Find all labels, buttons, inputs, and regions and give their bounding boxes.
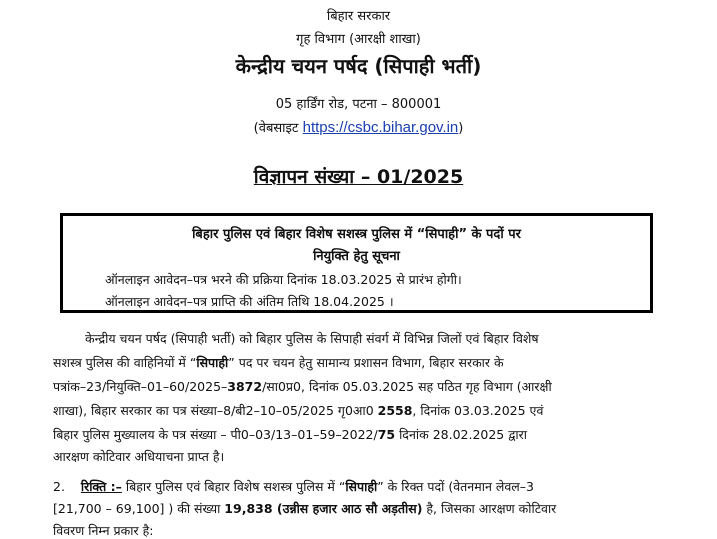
application-start-date: ऑनलाइन आवेदन–पत्र भरने की प्रक्रिया दिनांक 18.03.2025 से प्रारंभ होगी। bbox=[105, 272, 462, 287]
intro-line-5: बिहार पुलिस मुख्यालय के पत्र संख्या – पी0–03/13–01–59–2022/75 दिनांक 28.02.2025 द्वारा bbox=[53, 427, 528, 442]
website-prefix: (वेबसाइट bbox=[253, 121, 299, 136]
website-suffix: ) bbox=[458, 121, 464, 136]
advertisement-number: विज्ञापन संख्या – 01/2025 bbox=[253, 166, 464, 188]
intro-line-1: केन्द्रीय चयन पर्षद (सिपाही भर्ती) को बिहार पुलिस के सिपाही संवर्ग में विभिन्न जिलों एवं बिहार विशेष bbox=[85, 331, 539, 346]
section2-line-3: विवरण निम्न प्रकार है: bbox=[53, 523, 154, 538]
intro-line-3: पत्रांक–23/नियुक्ति–01–60/2025–3872/सा0प्र0, दिनांक 05.03.2025 सह पठित गृह विभाग (आरक्षी bbox=[53, 379, 552, 394]
section2-line-2: [21,700 – 69,100] ) की संख्या 19,838 (उन्नीस हजार आठ सौ अड़तीस) है, जिसका आरक्षण कोटिवार bbox=[53, 501, 557, 516]
notice-title-line2: नियुक्ति हेतु सूचना bbox=[313, 249, 400, 264]
section2-number: 2. bbox=[53, 479, 65, 494]
department-label: गृह विभाग (आरक्षी शाखा) bbox=[296, 32, 421, 47]
address: 05 हार्डिंग रोड, पटना – 800001 bbox=[275, 97, 442, 112]
intro-line-6: आरक्षण कोटिवार अधियाचना प्राप्त है। bbox=[53, 449, 225, 464]
board-title: केन्द्रीय चयन पर्षद (सिपाही भर्ती) bbox=[235, 54, 482, 78]
intro-line-4: शाखा), बिहार सरकार का पत्र संख्या–8/बी2–10–05/2025 गृ0आ0 2558, दिनांक 03.03.2025 एवं bbox=[53, 403, 544, 418]
intro-line-2: सशस्त्र पुलिस की वाहिनियों में “सिपाही” पद पर चयन हेतु सामान्य प्रशासन विभाग, बिहार सरकार के bbox=[53, 355, 504, 370]
notice-box bbox=[60, 213, 653, 313]
notice-title-line1: बिहार पुलिस एवं बिहार विशेष सशस्त्र पुलिस में “सिपाही” के पदों पर bbox=[192, 227, 521, 242]
application-end-date: ऑनलाइन आवेदन–पत्र प्राप्ति की अंतिम तिथि 18.04.2025 । bbox=[105, 294, 394, 309]
section2-line-1: 2. रिक्ति :– बिहार पुलिस एवं बिहार विशेष सशस्त्र पुलिस में “सिपाही” के रिक्त पदों (वेतनमान लेवल–3 bbox=[53, 479, 534, 494]
govt-label: बिहार सरकार bbox=[326, 9, 391, 24]
section2-heading: रिक्ति :– bbox=[80, 479, 122, 494]
website-line bbox=[0, 118, 717, 136]
website-link[interactable]: https://csbc.bihar.gov.in bbox=[302, 119, 459, 136]
